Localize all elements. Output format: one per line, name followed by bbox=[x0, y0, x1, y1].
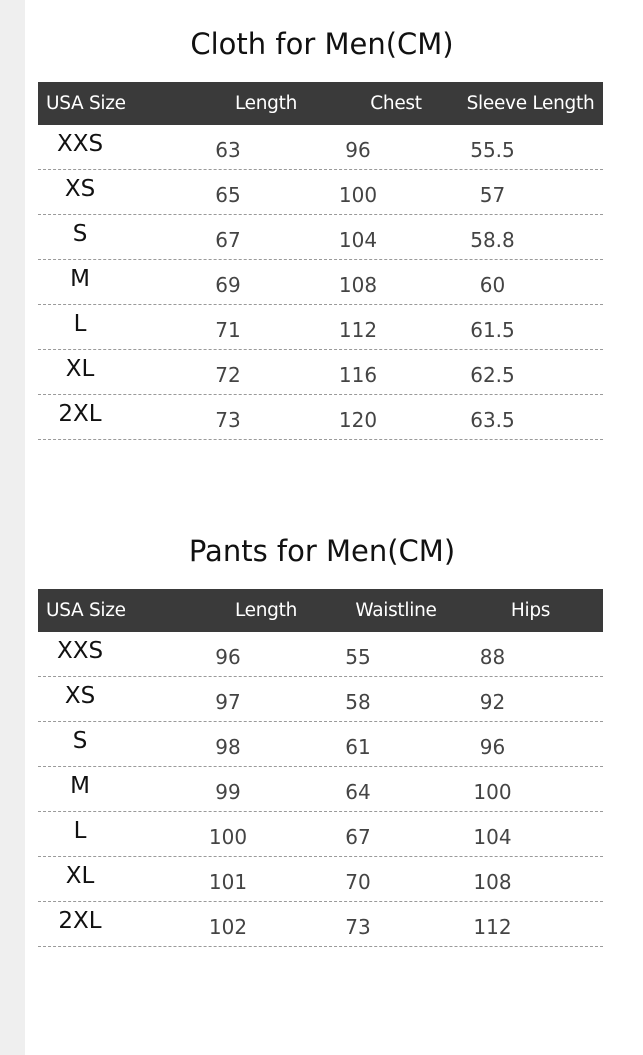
size-label: XL bbox=[65, 356, 95, 382]
cloth-table-header bbox=[38, 82, 603, 125]
size-label: L bbox=[73, 818, 87, 844]
size-label: 2XL bbox=[58, 908, 102, 934]
chest-value: 120 bbox=[338, 408, 378, 432]
chest-value: 104 bbox=[338, 228, 378, 252]
sleeve-length-value: 61.5 bbox=[470, 318, 515, 342]
header-waistline: Waistline bbox=[355, 600, 437, 621]
waistline-value: 67 bbox=[345, 825, 371, 849]
size-label: S bbox=[72, 728, 88, 754]
table-row bbox=[38, 857, 603, 902]
length-value: 65 bbox=[215, 183, 241, 207]
waistline-value: 58 bbox=[345, 690, 371, 714]
length-value: 71 bbox=[215, 318, 241, 342]
hips-value: 96 bbox=[479, 735, 506, 759]
header-sleeve-length: Sleeve Length bbox=[466, 93, 595, 114]
length-value: 101 bbox=[208, 870, 248, 894]
waistline-value: 64 bbox=[345, 780, 371, 804]
table-row bbox=[38, 677, 603, 722]
table-row bbox=[38, 902, 603, 947]
header-usa-size: USA Size bbox=[46, 600, 126, 621]
waistline-value: 55 bbox=[345, 645, 371, 669]
header-chest: Chest bbox=[370, 93, 422, 114]
table-row bbox=[38, 767, 603, 812]
length-value: 99 bbox=[215, 780, 241, 804]
waistline-value: 73 bbox=[345, 915, 371, 939]
size-label: 2XL bbox=[58, 401, 102, 427]
size-label: XXS bbox=[56, 131, 104, 157]
length-value: 63 bbox=[215, 138, 241, 162]
chest-value: 100 bbox=[338, 183, 378, 207]
header-usa-size: USA Size bbox=[46, 93, 126, 114]
chest-value: 108 bbox=[338, 273, 378, 297]
hips-value: 92 bbox=[479, 690, 506, 714]
hips-value: 112 bbox=[473, 915, 512, 939]
table-row bbox=[38, 395, 603, 440]
size-label: S bbox=[72, 221, 88, 247]
size-label: M bbox=[70, 773, 90, 799]
sleeve-length-value: 60 bbox=[479, 273, 506, 297]
length-value: 98 bbox=[215, 735, 241, 759]
length-value: 69 bbox=[215, 273, 241, 297]
size-label: XS bbox=[64, 683, 96, 709]
pants-size-section bbox=[38, 529, 603, 947]
sleeve-length-value: 62.5 bbox=[470, 363, 515, 387]
hips-value: 88 bbox=[479, 645, 506, 669]
header-length: Length bbox=[234, 93, 297, 114]
chest-value: 116 bbox=[338, 363, 378, 387]
table-row bbox=[38, 350, 603, 395]
table-row bbox=[38, 632, 603, 677]
table-row bbox=[38, 722, 603, 767]
table-row bbox=[38, 170, 603, 215]
chest-value: 96 bbox=[345, 138, 371, 162]
sleeve-length-value: 55.5 bbox=[470, 138, 515, 162]
sleeve-length-value: 63.5 bbox=[470, 408, 515, 432]
waistline-value: 61 bbox=[345, 735, 371, 759]
length-value: 72 bbox=[215, 363, 241, 387]
pants-table-title: Pants for Men(CM) bbox=[188, 534, 456, 568]
table-row bbox=[38, 305, 603, 350]
pants-table-header bbox=[38, 589, 603, 632]
table-row bbox=[38, 125, 603, 170]
hips-value: 100 bbox=[473, 780, 512, 804]
waistline-value: 70 bbox=[345, 870, 371, 894]
table-row bbox=[38, 812, 603, 857]
table-row bbox=[38, 215, 603, 260]
size-label: XXS bbox=[56, 638, 104, 664]
cloth-size-section bbox=[38, 22, 603, 440]
size-label: L bbox=[73, 311, 87, 337]
sleeve-length-value: 58.8 bbox=[470, 228, 515, 252]
sleeve-length-value: 57 bbox=[479, 183, 506, 207]
size-label: M bbox=[70, 266, 90, 292]
length-value: 73 bbox=[215, 408, 241, 432]
size-label: XL bbox=[65, 863, 95, 889]
header-length: Length bbox=[234, 600, 297, 621]
left-margin-strip bbox=[0, 0, 25, 1055]
header-hips: Hips bbox=[510, 600, 551, 621]
length-value: 97 bbox=[215, 690, 241, 714]
hips-value: 104 bbox=[473, 825, 512, 849]
length-value: 100 bbox=[208, 825, 248, 849]
size-label: XS bbox=[64, 176, 96, 202]
chest-value: 112 bbox=[338, 318, 378, 342]
length-value: 102 bbox=[208, 915, 248, 939]
length-value: 67 bbox=[215, 228, 241, 252]
table-row bbox=[38, 260, 603, 305]
length-value: 96 bbox=[215, 645, 241, 669]
hips-value: 108 bbox=[473, 870, 512, 894]
cloth-table-title: Cloth for Men(CM) bbox=[190, 27, 454, 61]
